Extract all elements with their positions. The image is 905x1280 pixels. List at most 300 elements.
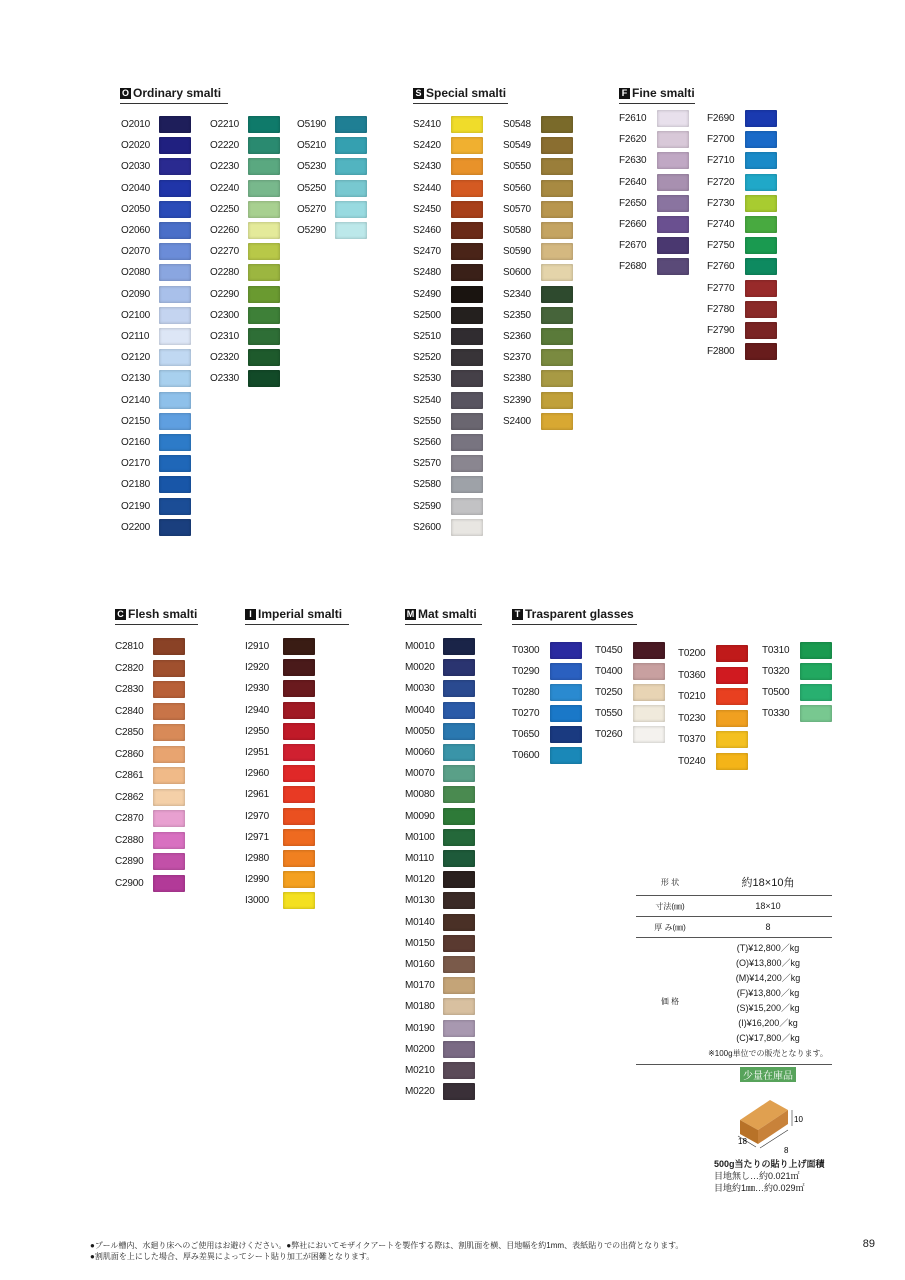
- swatch-row: [297, 180, 367, 197]
- color-chip: [716, 753, 748, 770]
- price-label: 価 格: [660, 996, 680, 1006]
- color-chip: [541, 392, 573, 409]
- ordinary-badge: O: [121, 87, 129, 98]
- shape-value: 約18×10角: [741, 877, 795, 889]
- swatch-row: [121, 137, 191, 154]
- color-chip: [745, 343, 777, 360]
- color-chip: [283, 892, 315, 909]
- swatch-row: [115, 724, 185, 741]
- color-chip: [745, 280, 777, 297]
- swatch-code: S2590: [413, 500, 441, 512]
- color-chip: [153, 681, 185, 698]
- swatch-row: [707, 343, 777, 360]
- coverage-no-joint: 目地無し…約0.021㎡: [714, 1171, 800, 1181]
- swatch-row: [413, 455, 483, 472]
- color-chip: [541, 286, 573, 303]
- special-badge: S: [413, 88, 424, 99]
- swatch-row: [405, 829, 475, 846]
- swatch-row: [210, 264, 280, 281]
- swatch-row: [595, 726, 665, 743]
- swatch-code: C2830: [115, 684, 144, 695]
- swatch-code: O5190: [297, 119, 327, 130]
- color-chip: [443, 871, 475, 888]
- swatch-code: I2980: [245, 853, 270, 864]
- swatch-row: [121, 116, 191, 133]
- swatch-code: O2120: [121, 352, 151, 364]
- swatch-code: T0360: [678, 669, 706, 681]
- color-chip: [541, 349, 573, 366]
- swatch-row: [503, 370, 573, 387]
- swatch-code: O2190: [121, 500, 151, 512]
- color-chip: [153, 853, 185, 870]
- spec-row-thickness: [636, 917, 832, 938]
- color-chip: [248, 180, 280, 197]
- color-chip: [633, 663, 665, 680]
- swatch-row: [413, 413, 483, 430]
- swatch-row: [707, 216, 777, 233]
- color-chip: [443, 935, 475, 952]
- section-header-special: [413, 86, 508, 104]
- swatch-code: M0010: [405, 641, 435, 652]
- color-chip: [159, 392, 191, 409]
- swatch-code: F2710: [707, 155, 735, 167]
- price-m: (M)¥14,200／kg: [735, 973, 801, 983]
- swatch-row: [413, 243, 483, 260]
- swatch-row: [762, 684, 832, 701]
- swatch-code: T0230: [678, 712, 706, 724]
- color-chip: [451, 476, 483, 493]
- swatch-row: [512, 747, 582, 764]
- swatch-code: S2530: [413, 373, 441, 385]
- color-chip: [443, 850, 475, 867]
- swatch-row: [413, 519, 483, 536]
- color-chip: [451, 180, 483, 197]
- color-chip: [657, 174, 689, 191]
- swatch-row: [121, 180, 191, 197]
- swatch-row: [503, 328, 573, 345]
- color-chip: [443, 702, 475, 719]
- color-chip: [443, 1062, 475, 1079]
- swatch-row: [678, 710, 748, 727]
- swatch-code: I2961: [245, 789, 270, 801]
- swatch-code: M0090: [405, 810, 435, 822]
- swatch-row: [405, 680, 475, 697]
- size-label: 寸法(㎜): [655, 901, 685, 911]
- swatch-code: O2110: [121, 331, 150, 342]
- color-chip: [159, 328, 191, 345]
- swatch-code: F2640: [619, 176, 647, 188]
- size-value: 18×10: [755, 901, 781, 911]
- thickness-value: 8: [765, 922, 771, 932]
- swatch-code: M0130: [405, 895, 435, 907]
- color-chip: [335, 116, 367, 133]
- swatch-code: O2200: [121, 521, 151, 533]
- swatch-code: S2510: [413, 331, 441, 342]
- color-chip: [159, 116, 191, 133]
- swatch-code: T0290: [512, 666, 540, 677]
- section-header-transparent: [512, 607, 637, 625]
- price-t: (T)¥12,800／kg: [736, 943, 800, 953]
- swatch-code: S0560: [503, 182, 531, 194]
- swatch-code: I2970: [245, 810, 270, 822]
- swatch-row: [678, 731, 748, 748]
- ordinary-title: Ordinary smalti: [133, 86, 222, 100]
- swatch-row: [503, 349, 573, 366]
- swatch-row: [405, 871, 475, 888]
- swatch-code: O5230: [297, 161, 327, 173]
- color-chip: [335, 222, 367, 239]
- swatch-row: [121, 498, 191, 515]
- swatch-row: [619, 258, 689, 275]
- swatch-code: T0320: [762, 666, 790, 677]
- swatch-row: [707, 195, 777, 212]
- color-chip: [443, 829, 475, 846]
- swatch-code: T0280: [512, 687, 540, 698]
- color-chip: [159, 137, 191, 154]
- swatch-row: [245, 744, 315, 761]
- color-chip: [451, 370, 483, 387]
- swatch-row: [121, 392, 191, 409]
- swatch-code: S2340: [503, 288, 531, 300]
- swatch-code: I2950: [245, 725, 270, 737]
- swatch-code: C2860: [115, 748, 144, 760]
- swatch-row: [115, 703, 185, 720]
- swatch-code: S0570: [503, 203, 531, 215]
- swatch-row: [619, 131, 689, 148]
- color-chip: [248, 370, 280, 387]
- color-chip: [451, 434, 483, 451]
- swatch-code: F2680: [619, 261, 647, 273]
- swatch-code: T0300: [512, 645, 540, 656]
- swatch-code: F2730: [707, 197, 735, 209]
- swatch-code: O2230: [210, 161, 240, 173]
- swatch-row: [115, 832, 185, 849]
- coverage-title: 500g当たりの貼り上げ面積: [714, 1159, 825, 1169]
- color-chip: [248, 349, 280, 366]
- swatch-row: [121, 264, 191, 281]
- swatch-row: [245, 680, 315, 697]
- swatch-code: O5290: [297, 225, 327, 236]
- swatch-code: T0330: [762, 708, 790, 719]
- color-chip: [745, 322, 777, 339]
- swatch-code: M0200: [405, 1043, 435, 1055]
- swatch-code: T0450: [595, 645, 623, 656]
- price-f: (F)¥13,800／kg: [736, 988, 800, 998]
- swatch-code: O5210: [297, 140, 327, 152]
- dim-18: 18: [738, 1137, 747, 1146]
- swatch-row: [115, 660, 185, 677]
- color-chip: [745, 301, 777, 318]
- swatch-row: [503, 286, 573, 303]
- color-chip: [159, 455, 191, 472]
- swatch-code: I2940: [245, 704, 270, 716]
- color-chip: [443, 1020, 475, 1037]
- color-chip: [159, 370, 191, 387]
- spec-row-size: [636, 896, 832, 917]
- color-chip: [633, 642, 665, 659]
- shape-label: 形 状: [660, 877, 680, 887]
- swatch-row: [297, 137, 367, 154]
- swatch-row: [121, 370, 191, 387]
- color-chip: [159, 180, 191, 197]
- swatch-row: [678, 667, 748, 684]
- swatch-code: O2290: [210, 288, 240, 300]
- swatch-row: [512, 705, 582, 722]
- color-chip: [153, 638, 185, 655]
- swatch-code: O2030: [121, 161, 151, 173]
- transparent-title: Trasparent glasses: [525, 607, 634, 621]
- swatch-code: O2320: [210, 352, 240, 364]
- color-chip: [159, 307, 191, 324]
- color-chip: [248, 116, 280, 133]
- swatch-code: F2610: [619, 113, 647, 124]
- swatch-row: [678, 688, 748, 705]
- swatch-row: [619, 216, 689, 233]
- swatch-code: O2130: [121, 373, 151, 385]
- section-header-imperial: [245, 607, 349, 625]
- swatch-code: T0650: [512, 729, 540, 740]
- swatch-code: M0080: [405, 789, 435, 801]
- swatch-row: [121, 307, 191, 324]
- swatch-code: S2420: [413, 140, 441, 152]
- swatch-row: [503, 243, 573, 260]
- color-chip: [443, 786, 475, 803]
- swatch-row: [405, 808, 475, 825]
- spec-row-price: [636, 938, 832, 1065]
- color-chip: [248, 137, 280, 154]
- color-chip: [541, 328, 573, 345]
- stock-row: [636, 1067, 832, 1082]
- swatch-code: I2971: [245, 831, 270, 843]
- color-chip: [451, 349, 483, 366]
- swatch-row: [115, 767, 185, 784]
- color-chip: [541, 137, 573, 154]
- color-chip: [745, 237, 777, 254]
- color-chip: [541, 180, 573, 197]
- color-chip: [248, 286, 280, 303]
- swatch-code: O2330: [210, 373, 240, 385]
- swatch-row: [210, 180, 280, 197]
- color-chip: [745, 152, 777, 169]
- swatch-row: [405, 977, 475, 994]
- section-header-ordinary: [120, 86, 228, 104]
- swatch-code: O2280: [210, 267, 240, 279]
- swatch-row: [405, 659, 475, 676]
- swatch-code: F2630: [619, 155, 647, 167]
- transparent-badge: T: [512, 609, 523, 620]
- color-chip: [451, 222, 483, 239]
- color-chip: [541, 158, 573, 175]
- color-chip: [550, 663, 582, 680]
- color-chip: [159, 264, 191, 281]
- color-chip: [159, 222, 191, 239]
- swatch-row: [762, 663, 832, 680]
- color-chip: [657, 195, 689, 212]
- color-chip: [633, 726, 665, 743]
- color-chip: [451, 307, 483, 324]
- color-chip: [159, 476, 191, 493]
- color-chip: [541, 307, 573, 324]
- swatch-code: F2750: [707, 240, 735, 252]
- swatch-code: S2460: [413, 225, 441, 236]
- swatch-code: T0550: [595, 708, 623, 719]
- color-chip: [550, 642, 582, 659]
- swatch-row: [405, 892, 475, 909]
- swatch-code: O2090: [121, 288, 151, 300]
- swatch-row: [121, 158, 191, 175]
- swatch-row: [413, 116, 483, 133]
- dim-10: 10: [794, 1115, 803, 1124]
- color-chip: [443, 680, 475, 697]
- swatch-row: [413, 370, 483, 387]
- swatch-row: [413, 286, 483, 303]
- swatch-row: [707, 131, 777, 148]
- swatch-code: O2270: [210, 246, 240, 258]
- swatch-row: [405, 744, 475, 761]
- swatch-row: [405, 1020, 475, 1037]
- swatch-code: M0020: [405, 662, 435, 674]
- color-chip: [716, 688, 748, 705]
- swatch-code: O2070: [121, 246, 151, 258]
- swatch-row: [121, 455, 191, 472]
- swatch-code: C2900: [115, 877, 144, 889]
- swatch-row: [115, 853, 185, 870]
- flesh-title: Flesh smalti: [128, 607, 198, 621]
- swatch-code: S2480: [413, 267, 441, 279]
- swatch-row: [210, 201, 280, 218]
- color-chip: [283, 850, 315, 867]
- color-chip: [159, 158, 191, 175]
- swatch-code: S2350: [503, 309, 531, 321]
- swatch-code: S2600: [413, 521, 441, 533]
- swatch-row: [619, 195, 689, 212]
- swatch-code: S2390: [503, 394, 531, 406]
- swatch-code: O5250: [297, 182, 327, 194]
- swatch-code: M0160: [405, 959, 435, 970]
- swatch-row: [762, 705, 832, 722]
- swatch-row: [210, 349, 280, 366]
- swatch-code: O5270: [297, 203, 327, 215]
- swatch-code: I2910: [245, 641, 270, 652]
- tile-illustration: [730, 1092, 810, 1154]
- swatch-code: O2180: [121, 479, 151, 491]
- color-chip: [159, 519, 191, 536]
- swatch-code: S0548: [503, 119, 531, 130]
- color-chip: [657, 110, 689, 127]
- swatch-row: [619, 237, 689, 254]
- swatch-row: [503, 222, 573, 239]
- color-chip: [541, 116, 573, 133]
- swatch-row: [762, 642, 832, 659]
- swatch-row: [503, 180, 573, 197]
- color-chip: [159, 349, 191, 366]
- color-chip: [443, 998, 475, 1015]
- swatch-code: S0600: [503, 267, 531, 279]
- fine-badge: F: [619, 88, 630, 99]
- swatch-code: F2800: [707, 346, 735, 358]
- swatch-code: S2500: [413, 309, 441, 321]
- swatch-code: O2170: [121, 458, 151, 470]
- swatch-row: [245, 786, 315, 803]
- special-title: Special smalti: [426, 86, 507, 100]
- thickness-label: 厚 み(㎜): [654, 922, 686, 932]
- swatch-code: S2410: [413, 119, 441, 130]
- swatch-row: [707, 322, 777, 339]
- swatch-row: [405, 765, 475, 782]
- swatch-row: [503, 264, 573, 281]
- swatch-row: [503, 201, 573, 218]
- swatch-code: I2951: [245, 747, 270, 758]
- swatch-row: [115, 638, 185, 655]
- color-chip: [451, 201, 483, 218]
- swatch-code: C2850: [115, 727, 144, 738]
- coverage-1mm-joint: 目地約1㎜…約0.029㎡: [714, 1183, 805, 1193]
- color-chip: [159, 243, 191, 260]
- swatch-row: [413, 307, 483, 324]
- swatch-code: S2360: [503, 331, 531, 342]
- swatch-code: S2380: [503, 373, 531, 385]
- swatch-code: S0580: [503, 225, 531, 236]
- color-chip: [451, 158, 483, 175]
- swatch-row: [405, 1041, 475, 1058]
- swatch-code: F2690: [707, 113, 735, 124]
- color-chip: [153, 746, 185, 763]
- swatch-code: T0260: [595, 729, 623, 740]
- color-chip: [283, 829, 315, 846]
- color-chip: [800, 663, 832, 680]
- swatch-code: M0150: [405, 937, 435, 949]
- swatch-code: M0120: [405, 874, 435, 886]
- swatch-code: M0110: [405, 853, 434, 864]
- swatch-row: [245, 871, 315, 888]
- swatch-code: S2450: [413, 203, 441, 215]
- section-header-fine: [619, 86, 695, 104]
- swatch-row: [245, 829, 315, 846]
- color-chip: [159, 498, 191, 515]
- swatch-row: [413, 328, 483, 345]
- swatch-code: S2520: [413, 352, 441, 364]
- color-chip: [153, 660, 185, 677]
- swatch-code: S2580: [413, 479, 441, 491]
- color-chip: [745, 131, 777, 148]
- swatch-code: F2670: [619, 240, 647, 252]
- swatch-code: F2770: [707, 282, 735, 294]
- color-chip: [745, 195, 777, 212]
- color-chip: [800, 642, 832, 659]
- swatch-code: T0200: [678, 648, 706, 659]
- swatch-code: S2400: [503, 415, 531, 427]
- color-chip: [248, 243, 280, 260]
- swatch-code: O2160: [121, 437, 151, 448]
- swatch-code: M0040: [405, 704, 435, 716]
- swatch-code: C2861: [115, 770, 144, 781]
- color-chip: [716, 645, 748, 662]
- swatch-code: M0180: [405, 1001, 435, 1013]
- color-chip: [451, 243, 483, 260]
- mat-badge: M: [406, 608, 415, 619]
- swatch-code: T0270: [512, 708, 540, 719]
- color-chip: [745, 174, 777, 191]
- swatch-row: [121, 476, 191, 493]
- color-chip: [335, 158, 367, 175]
- swatch-code: T0250: [595, 687, 623, 698]
- swatch-row: [413, 349, 483, 366]
- swatch-code: C2890: [115, 856, 144, 867]
- swatch-row: [405, 786, 475, 803]
- swatch-code: O2220: [210, 140, 240, 152]
- fine-title: Fine smalti: [632, 86, 695, 100]
- color-chip: [283, 659, 315, 676]
